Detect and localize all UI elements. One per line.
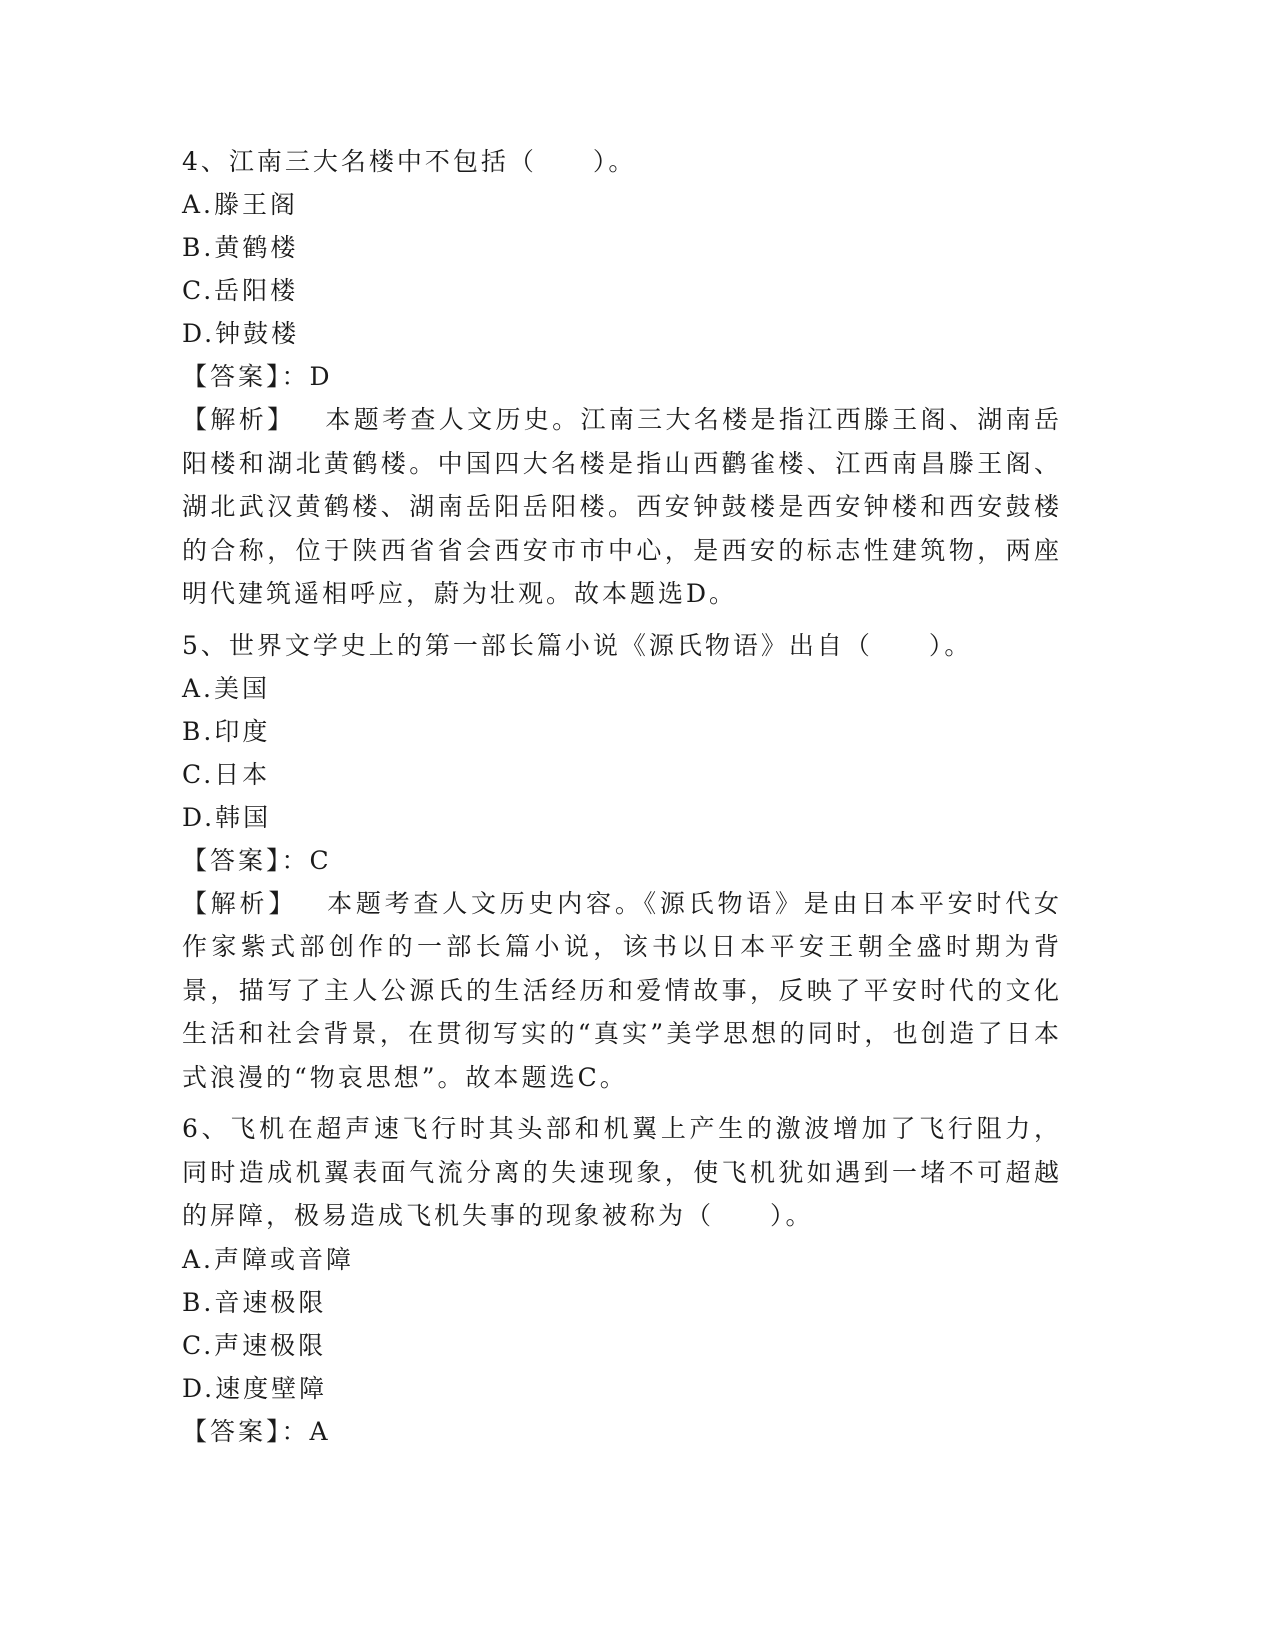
question-block [182, 624, 1062, 1100]
option-c: C.日本 [182, 759, 271, 789]
option-c: C.岳阳楼 [182, 276, 299, 305]
option-d: D.速度壁障 [182, 1373, 328, 1403]
analysis [182, 882, 1062, 1100]
option-b: B.黄鹤楼 [182, 233, 299, 262]
option-d: D.钟鼓楼 [182, 319, 300, 348]
answer: 【答案】：D [182, 362, 333, 391]
question-text: 5、世界文学史上的第一部长篇小说《源氏物语》出自（ ）。 [182, 630, 973, 660]
option-b: B.印度 [182, 716, 271, 746]
analysis-label: 【解析】 [182, 888, 298, 918]
option-a: A.美国 [182, 673, 271, 703]
option-a: A.声障或音障 [182, 1244, 355, 1274]
question-text: 4、江南三大名楼中不包括（ ）。 [182, 147, 637, 176]
analysis-text: 本题考查人文历史。江南三大名楼是指江西滕王阁、湖南岳阳楼和湖北黄鹤楼。中国四大名楼是指山西鹳雀楼、江西南昌滕王阁、湖北武汉黄鹤楼、湖南岳阳岳阳楼。西安钟鼓楼是西安钟楼和西安鼓楼的合称，位于陕西省省会西安市市中心，是西安的标志性建筑物，两座明代建筑遥相呼应，蔚为壮观。故本题选D。 [182, 405, 1062, 608]
question-block [182, 1107, 1062, 1453]
option-a: A.滕王阁 [182, 190, 299, 219]
analysis-text: 本题考查人文历史内容。《源氏物语》是由日本平安时代女作家紫式部创作的一部长篇小说，该书以日本平安王朝全盛时期为背景，描写了主人公源氏的生活经历和爱情故事，反映了平安时代的文化生活和社会背景，在贯彻写实的“真实”美学思想的同时，也创造了日本式浪漫的“物哀思想”。故本题选C。 [182, 888, 1062, 1092]
analysis [182, 398, 1062, 616]
question-text: 6、飞机在超声速飞行时其头部和机翼上产生的激波增加了飞行阻力，同时造成机翼表面气流分离的失速现象，使飞机犹如遇到一堵不可超越的屏障，极易造成飞机失事的现象被称为（ ）。 [182, 1114, 1062, 1230]
option-d: D.韩国 [182, 802, 272, 832]
answer: 【答案】：C [182, 845, 332, 875]
question-block [182, 140, 1062, 616]
option-b: B.音速极限 [182, 1287, 327, 1317]
answer: 【答案】：A [182, 1416, 331, 1446]
option-c: C.声速极限 [182, 1330, 327, 1360]
exam-page [182, 140, 1062, 1453]
analysis-label: 【解析】 [182, 405, 296, 434]
